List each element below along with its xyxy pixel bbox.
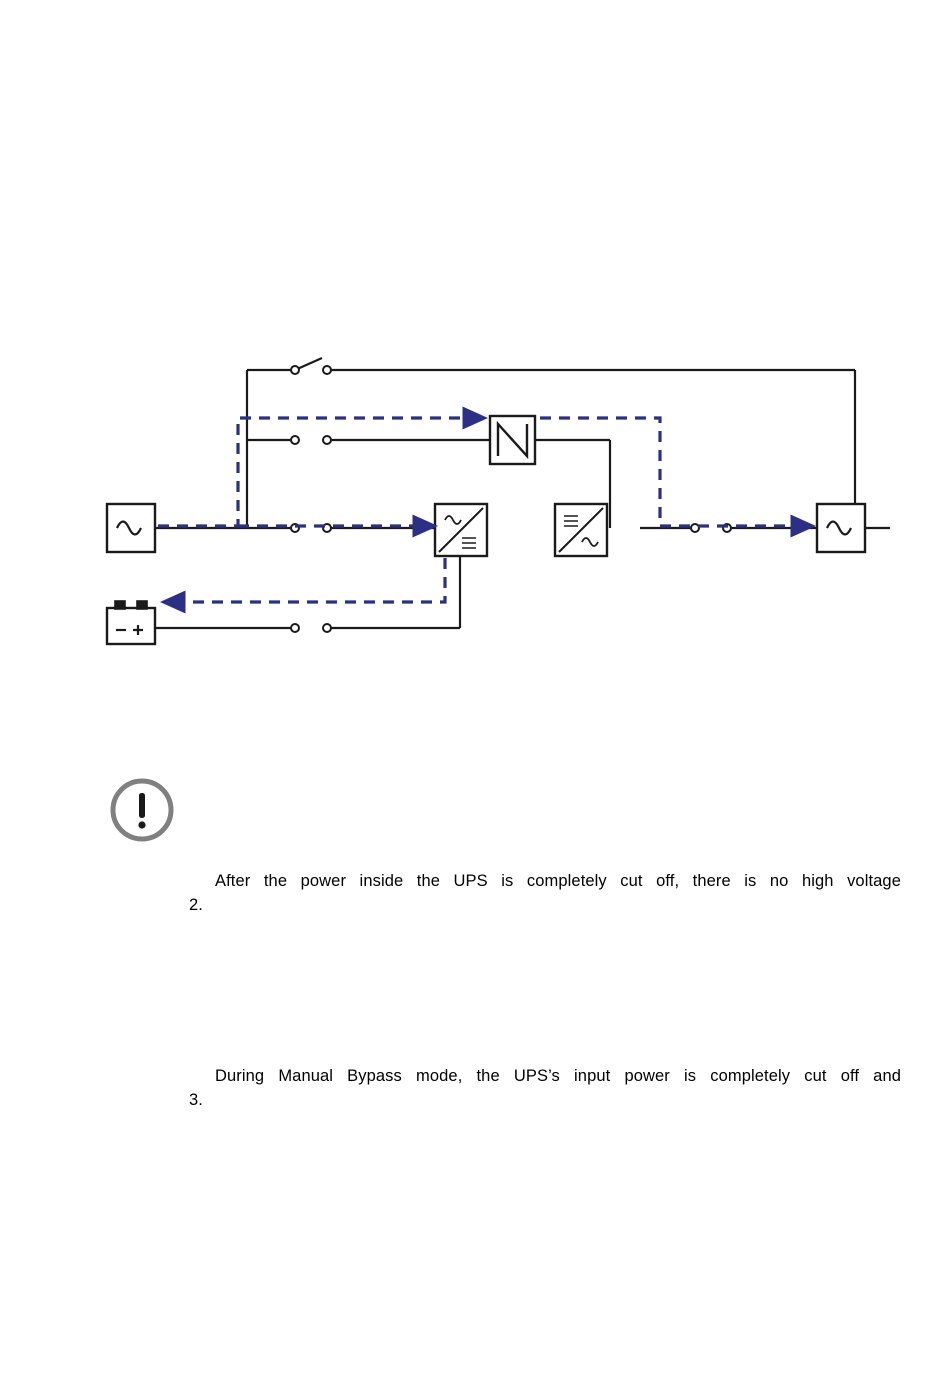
bypass-switch-terminal-left — [291, 436, 299, 444]
warning-icon — [108, 776, 176, 844]
flow-input-to-bypass — [158, 418, 480, 526]
bypass-switch-terminal-right — [323, 436, 331, 444]
wiring-lines — [155, 358, 890, 628]
ac-output-block — [817, 504, 865, 552]
note-2-text: After the power inside the UPS is completely cut off, there is no high voltage — [215, 872, 901, 890]
battery-switch-terminal-right — [323, 624, 331, 632]
note-3-text: During Manual Bypass mode, the UPS’s input power is completely cut off and — [215, 1067, 901, 1085]
manual-bypass-switch-terminal-right — [323, 366, 331, 374]
note-item-2 — [189, 872, 901, 914]
output-switch-terminal-left — [691, 524, 699, 532]
flow-rectifier-to-battery — [168, 558, 445, 602]
manual-bypass-switch-terminal-left — [291, 366, 299, 374]
battery-switch-terminal-left — [291, 624, 299, 632]
note-2-number: 2. — [189, 896, 203, 914]
static-bypass-block — [490, 416, 535, 464]
note-item-3 — [189, 1067, 901, 1109]
battery-block — [107, 601, 155, 644]
ac-input-block — [107, 504, 155, 552]
switch-terminals — [291, 366, 731, 632]
note-3-number: 3. — [189, 1091, 203, 1109]
inverter-block — [555, 504, 607, 556]
exclamation-warning-icon — [108, 776, 176, 844]
diagram-svg — [90, 340, 890, 660]
ups-block-diagram — [90, 340, 890, 660]
rectifier-block — [435, 504, 487, 556]
